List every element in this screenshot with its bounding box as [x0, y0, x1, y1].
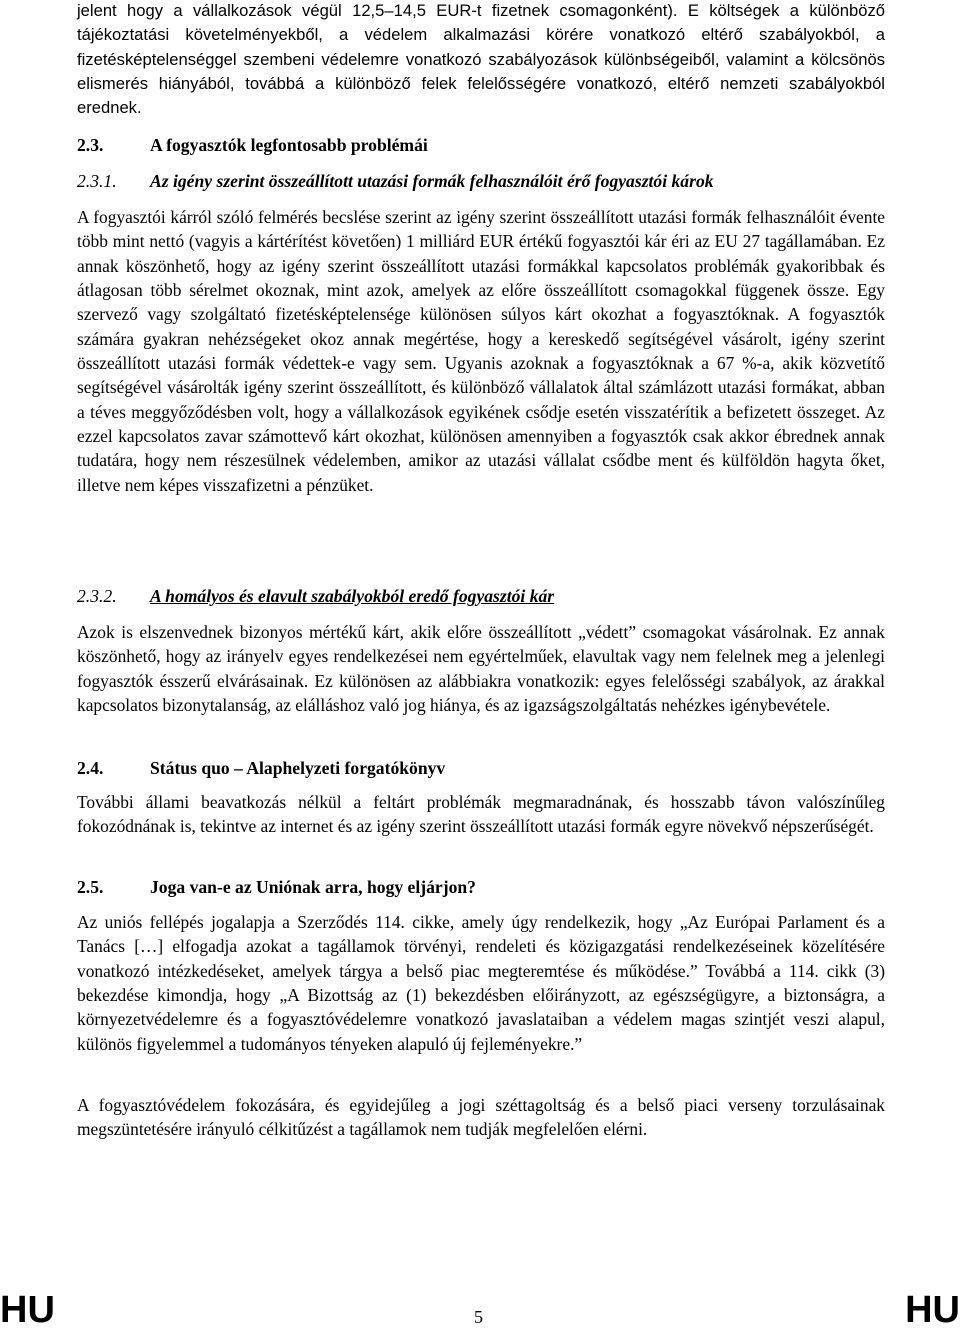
section-number: 2.5. — [77, 877, 104, 897]
section-number: 2.3. — [77, 135, 104, 155]
intro-paragraph: jelent hogy a vállalkozások végül 12,5–14,5 EUR-t fizetnek csomagonként). E költségek a különböző tájékoztatási követelményekből, a védelem alkalmazási körére vonatkozó eltérő szabályokból, a fizetésképtelenséggel szembeni védelemre vonatkozó szabályozások különbségeiből, valamint a kölcsönös elismerés hiányából, továbbá a különböző felek felelősségére vonatkozó, eltérő nemzeti szabályokból erednek. — [77, 1, 885, 118]
section-number: 2.3.2. — [77, 586, 117, 606]
section-2-3-2-paragraph: Azok is elszenvednek bizonyos mértékű kárt, akik előre összeállított „védett” csomagokat vásárolnak. Ez annak köszönhető, hogy az irányelv egyes rendelkezései nem egyértelműek, elavultak vagy nem felelnek meg a jelenlegi fogyasztók ésszerű elvárásainak. Ez különösen az alábbiakra vonatkozik: egyes felelősségi szabályok, az árakkal kapcsolatos bizonytalanság, az elálláshoz való jog hiánya, és az igazságszolgáltatás nehézkes igénybevétele. — [77, 622, 885, 716]
section-2-4-paragraph: További állami beavatkozás nélkül a feltárt problémák megmaradnának, és hosszabb távon valószínűleg fokozódnának is, tekintve az internet és az igény szerint összeállított utazási formák egyre növekvő népszerűségét. — [77, 792, 885, 837]
page-number: 5 — [474, 1307, 483, 1327]
section-title: Az igény szerint összeállított utazási formák felhasználóit érő fogyasztói károk — [150, 171, 714, 191]
section-2-3-2-heading — [77, 585, 554, 607]
section-2-3-heading — [77, 134, 428, 156]
section-2-5-paragraph-1: Az uniós fellépés jogalapja a Szerződés 114. cikke, amely úgy rendelkezik, hogy „Az Európai Parlament és a Tanács […] elfogadja azokat a tagállamok törvényi, rendeleti és közigazgatási rendelkezéseinek közelítésére vonatkozó intézkedéseket, amelyek tárgya a belső piac megteremtése és működése.” Továbbá a 114. cikk (3) bekezdése kimondja, hogy „A Bizottság az (1) bekezdésben előirányzott, az egészségügyre, a biztonságra, a környezetvédelemre és a fogyasztóvédelemre vonatkozó javaslataiban a védelem magas szintjét veszi alapul, különös figyelemmel a tudományos tényeken alapuló új fejleményekre.” — [77, 912, 885, 1054]
section-2-5-heading — [77, 876, 476, 898]
section-title: A fogyasztók legfontosabb problémái — [150, 135, 428, 155]
section-2-3-1-paragraph: A fogyasztói kárról szóló felmérés becslése szerint az igény szerint összeállított utazási formák felhasználóit évente több mint nettó (vagyis a kártérítést követően) 1 milliárd EUR értékű fogyasztói kár éri az EU 27 tagállamában. Ez annak köszönhető, hogy az igény szerint összeállított utazási formákkal kapcsolatos problémák gyakoribbak és átlagosan több sérelmet okoznak, mint azok, amelyek az előre összeállított csomagokkal függenek össze. Egy szervező vagy szolgáltató fizetésképtelensége különösen súlyos kárt okozhat a fogyasztóknak. A fogyasztók számára gyakran nehézségeket okoz annak megértése, hogy a kereskedő segítségével vásárolt, igény szerint összeállított utazási formák védettek-e vagy sem. Ugyanis azoknak a fogyasztóknak a 67 %-a, akik közvetítő segítségével vásárolták igény szerint összeállított, és különböző vállalatok által számlázott utazási formákat, abban a téves meggyőződésben volt, hogy a vállalkozások egyikének csődje esetén visszatérítik a befizetett összeget. Az ezzel kapcsolatos zavar számottevő kárt okozhat, különösen amennyiben a fogyasztók csak akkor ébrednek annak tudatára, hogy nem részesülnek védelemben, amikor az utazási vállalat csődbe ment és külföldön hagyta őket, illetve nem képes visszafizetni a pénzüket. — [77, 207, 885, 495]
section-2-3-1-heading — [77, 170, 714, 192]
section-title: Státus quo – Alaphelyzeti forgatókönyv — [150, 758, 446, 778]
section-2-4-heading — [77, 757, 445, 779]
section-number: 2.4. — [77, 758, 104, 778]
footer-language-code-left: HU — [0, 1289, 55, 1331]
section-title: Joga van-e az Uniónak arra, hogy eljárjon? — [150, 877, 476, 897]
section-title: A homályos és elavult szabályokból eredő fogyasztói kár — [150, 586, 555, 606]
section-2-5-paragraph-2: A fogyasztóvédelem fokozására, és egyidejűleg a jogi széttagoltság és a belső piaci verseny torzulásainak megszüntetésére irányuló célkitűzést a tagállamok nem tudják megfelelően elérni. — [77, 1095, 885, 1140]
section-number: 2.3.1. — [77, 171, 117, 191]
footer-language-code-right: HU — [905, 1289, 960, 1331]
